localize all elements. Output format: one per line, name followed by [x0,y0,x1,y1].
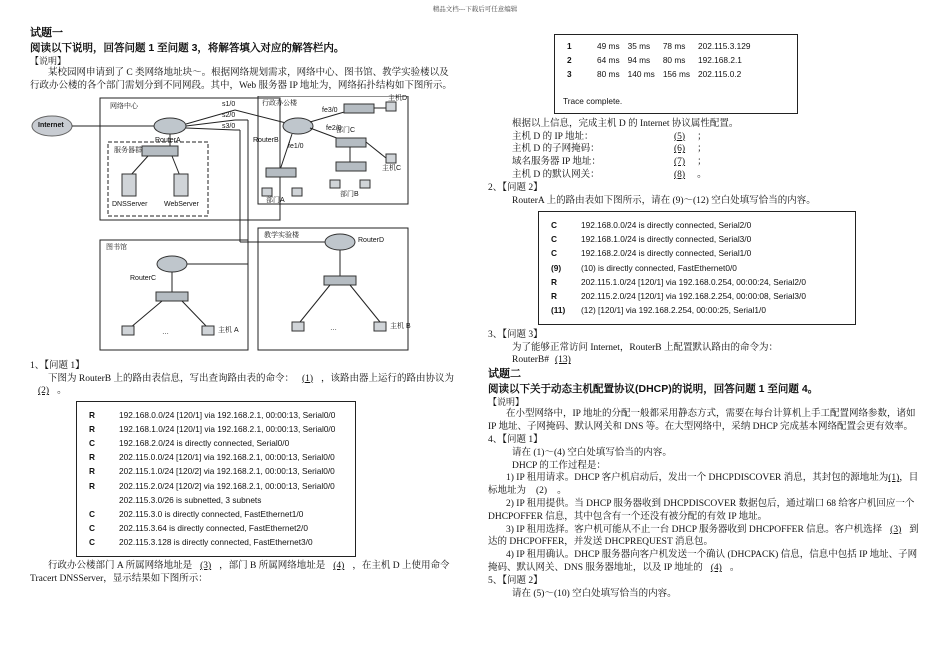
routera-row [547,218,810,232]
q3-label: 3、【问题 3】 [488,329,543,340]
routerb-row-cell: C [89,523,95,534]
tail-c: ，在主机 D 上使用命令 Tracert DNSServer，显示结果如下图所示： [30,561,450,584]
tracert-row-cell: 80 ms [662,54,686,65]
q2-text: RouterA 上的路由表如下图所示，请在 (9)～(12) 空白处填写恰当的内容。 [512,195,816,206]
tail-b: ，部门 B 所属网络地址是 [219,561,326,572]
step-1 [488,472,924,498]
library-dots: … [162,328,169,336]
tracert-row-cell: 2 [567,54,572,65]
blank-2: (2) [38,386,50,397]
routerb-row-cell: C [89,509,95,520]
routera-row-cell: (9) [551,262,562,273]
server-group-label: 服务器群 [114,146,142,154]
routerb-row [85,479,339,493]
hostd-config-end: ； [697,144,707,155]
tracert-row-cell: 1 [567,40,572,51]
blank-1: (1) [301,373,314,384]
routerb-row [85,437,339,451]
routera-row-cell: C [551,248,557,259]
topology-lines [30,96,458,358]
p2-label: 5、【问题 2】 [488,575,543,586]
net-center-label: 网络中心 [110,102,138,110]
routera-row-cell: (11) [551,305,566,316]
hostd-config-blank: (5) [674,131,686,142]
routera-row-cell: 192.168.2.0/24 is directly connected, Serial1/0 [581,248,752,259]
hostd-config-blank: (6) [674,144,686,155]
s1-label: s1/0 [222,100,236,108]
tracert-row-cell: 140 ms [627,68,655,79]
hostd-config-label: 域名服务器 IP 地址： [512,157,601,168]
routerb-row-cell: 202.115.3.128 is directly connected, FastEthernet3/0 [119,537,313,548]
routerb-row-cell: 192.168.0.0/24 [120/1] via 192.168.2.1, 00:00:13, Serial0/0 [119,409,336,420]
routerb-row-cell: 192.168.2.0/24 is directly connected, Serial0/0 [119,438,290,449]
routera-row-cell: 192.168.1.0/24 is directly connected, Serial3/0 [581,234,752,245]
tracert-box [554,34,798,114]
routerb-row-cell: 202.115.3.0 is directly connected, FastEthernet1/0 [119,509,304,520]
q1-desc-label: 【说明】 [30,56,67,67]
p1-label: 4、【问题 1】 [488,434,543,445]
s4b: 。 [729,563,740,574]
hostd-config-row [512,169,924,182]
dept-b-label: 部门B [340,190,359,198]
dhcp-blank-2: (2) [536,486,548,497]
proc-text: DHCP 的工作过程是： [512,460,606,471]
routerb-row [85,522,339,536]
routerb-row [85,536,339,550]
tracert-row [563,39,754,53]
dhcp-blank-4: (4) [710,563,722,574]
tracert-row-cell: 3 [567,68,572,79]
routera-table-box [538,211,856,324]
routera-row-cell: 202.115.1.0/24 [120/1] via 192.168.0.254, 00:00:24, Serial2/0 [581,276,806,287]
q1-problem-label: 1、【问题 1】 [30,360,85,371]
hostd-config-blank: (7) [674,157,686,168]
routerb-row-cell: C [89,438,95,449]
routera-row [547,261,810,275]
q3-text: 为了能够正常访问 Internet，RouterB 上配置默认路由的命令为： [512,342,778,353]
q2-section-title: 试题二 [488,368,521,381]
step-4 [488,549,924,575]
q1-text-a: 下图为 RouterB 上的路由表信息，写出查询路由表的命令： [48,373,294,384]
routerb-row [85,408,339,422]
routerb-row-cell: R [89,466,95,477]
tracert-row [563,67,754,81]
routerb-row-cell: 202.115.3.64 is directly connected, FastEthernet2/0 [119,523,308,534]
hostd-config-label: 主机 D 的子网掩码： [512,144,600,155]
routerb-table [85,408,339,550]
network-topology-diagram [30,96,458,358]
routerb-row-cell: 202.115.2.0/24 [120/2] via 192.168.2.1, 00:00:13, Serial0/0 [119,480,335,491]
dept-c-label: 部门C [336,126,356,134]
host-a-label: 主机 A [218,326,239,334]
fe20-label: fe2/0 [326,124,342,132]
dept-a-label: 部门A [266,196,285,204]
routerb-row [85,508,339,522]
s1a: 1) IP 租用请求。DHCP 客户机启动后，发出一个 DHCPDISCOVER 消息，其封包的源地址为 [506,473,889,484]
router-c-label: RouterC [130,274,157,282]
routerb-row-cell: R [89,409,95,420]
fe10-label: fe1/0 [288,142,304,150]
s3-label: s3/0 [222,122,236,130]
admin-building-label: 行政办公楼 [262,99,297,107]
s4a: 4) IP 租用确认。DHCP 服务器向客户机发送一个确认 (DHCPACK) 信息，信息中包括 IP 地址、子网掩码、默认网关、DNS 服务器地址，以及 IP 地址的 [488,550,918,574]
dns-server-label: DNSServer [112,200,148,208]
tail-a: 行政办公楼部门 A 所属网络地址是 [48,561,193,572]
host-d-label: 主机D [388,94,408,102]
routerb-row-cell: R [89,480,95,491]
routerb-row [85,451,339,465]
hostd-config [512,118,924,182]
tracert-row-cell: 64 ms [597,54,620,65]
right-column [488,34,924,601]
tracert-row-cell: 202.115.0.2 [698,68,742,79]
routerb-row-cell: 192.168.1.0/24 [120/1] via 192.168.2.1, 00:00:13, Serial0/0 [119,423,336,434]
hostd-config-end: 。 [697,170,707,180]
q1-desc: 某校园网申请到了 C 类网络地址块～。根据网络规划需求，网络中心、图书馆、教学实验楼以及行政办公楼的各个部门需划分到不同网段。其中，Web 服务器 IP 地址为，网络拓扑结构如下图所示。 [30,68,452,91]
routera-row-cell: C [551,234,557,245]
step-2: 2) IP 租用提供。当 DHCP 服务器收到 DHCPDISCOVER 数据包后，通过端口 68 给客户机回应一个 DHCPOFFER 信息，其中包含有一个还没有被分配的有效 IP 地址。 [488,499,915,522]
routerb-row-cell: 202.115.3.0/26 is subnetted, 3 subnets [119,494,262,505]
blank-4: (4) [333,561,345,572]
routera-row [547,275,810,289]
teaching-dots: … [330,324,337,332]
header-note: 精品文档---下载后可任意编辑 [432,6,518,13]
routerb-row-cell [85,493,115,507]
routera-row [547,304,810,318]
routera-row-cell: (12) [120/1] via 192.168.2.254, 00:00:25, Serial1/0 [581,305,766,316]
step-3 [488,524,924,550]
q2-desc: 在小型网络中，IP 地址的分配一般都采用静态方式，需要在每台计算机上手工配置网络参数，诸如 IP 地址、子网掩码、默认网关和 DNS 等。在大型网络中，采纳 DHCP 完成基本网络配置会更有效率。 [488,409,916,433]
tracert-row-cell: 192.168.2.1 [698,54,742,65]
routera-row-cell: 202.115.2.0/24 [120/1] via 192.168.2.254, 00:00:08, Serial3/0 [581,290,806,301]
s2-label: s2/0 [222,111,236,119]
routerb-row [85,465,339,479]
q1-text-c: 。 [57,386,67,397]
routera-row-cell: C [551,219,557,230]
tracert-row [563,53,754,67]
q2-desc-label: 【说明】 [488,397,525,408]
routerb-row-cell: 202.115.1.0/24 [120/2] via 192.168.2.1, 00:00:13, Serial0/0 [119,466,335,477]
routera-row-cell: R [551,290,557,301]
routerb-row-cell: C [89,537,95,548]
host-b-label: 主机 B [390,322,411,330]
routera-table [547,218,810,317]
router-b-label: RouterB [253,136,279,144]
trace-complete: Trace complete. [563,95,623,106]
routera-row-cell: R [551,276,557,287]
tracert-row-cell: 80 ms [597,68,620,79]
q3-cmd-prompt: RouterB# [512,355,549,366]
tracert-row-cell: 78 ms [662,40,686,51]
routerb-row [85,422,339,436]
routera-row-cell: 192.168.0.0/24 is directly connected, Serial2/0 [581,219,752,230]
tracert-row-cell: 156 ms [662,68,691,79]
q3-cmd [512,354,924,367]
tracert-table [563,39,754,82]
hostd-config-row [512,143,924,156]
hostd-config-end: ； [697,157,707,168]
p1-text: 请在 (1)～(4) 空白处填写恰当的内容。 [512,447,672,458]
hostd-config-label: 主机 D 的 IP 地址： [512,131,594,142]
q1-tail-text [30,560,458,586]
routera-row [547,289,810,303]
routerb-row-cell: 202.115.0.0/24 [120/1] via 192.168.2.1, 00:00:13, Serial0/0 [119,452,335,463]
hostd-config-blank: (8) [674,170,686,180]
hostd-rows [512,131,924,182]
s3a: 3) IP 租用选择。客户机可能从不止一台 DHCP 服务器收到 DHCPOFFER 信息。客户机选择 [506,524,883,535]
tracert-row-cell: 94 ms [627,54,651,65]
teaching-building-label: 教学实验楼 [264,231,299,239]
q2-label: 2、【问题 2】 [488,182,543,193]
web-server-label: WebServer [164,200,199,208]
blank-13: (13) [554,355,571,366]
routerb-row-cell: R [89,423,95,434]
dhcp-blank-1: (1) [888,473,900,484]
q1-problem-text [30,373,458,399]
p2-text: 请在 (5)～(10) 空白处填写恰当的内容。 [512,588,677,599]
hostd-intro: 根据以上信息，完成主机 D 的 Internet 协议属性配置。 [512,118,739,129]
routera-row [547,247,810,261]
tracert-row-cell: 49 ms [597,40,620,51]
router-a-label: RouterA [155,136,181,144]
s1b: ，目标地址为 [488,473,919,497]
routera-row-cell: (10) is directly connected, FastEthernet0/0 [581,262,737,273]
left-column [30,26,458,586]
routera-row [547,233,810,247]
routerb-table-box [76,401,356,557]
hostd-config-label: 主机 D 的默认网关： [512,170,600,180]
hostd-config-row [512,156,924,169]
s3b: 到达的 DHCPOFFER，并发送 DHCPREQUEST 消息包。 [488,524,919,548]
tracert-row-cell: 35 ms [627,40,651,51]
tracert-row-cell: 202.115.3.129 [698,40,751,51]
dhcp-blank-3: (3) [890,524,902,535]
hostd-config-end: ； [697,131,707,142]
router-d-label: RouterD [358,236,385,244]
fe30-label: fe3/0 [322,106,338,114]
routerb-row [85,493,339,507]
q1-title: 试题一 [30,27,63,39]
q1-text-b: ，该路由器上运行的路由协议为 [321,373,455,384]
library-label: 图书馆 [106,243,127,251]
q2-section-heading: 阅读以下关于动态主机配置协议(DHCP)的说明，回答问题 1 至问题 4。 [488,383,819,396]
routerb-row-cell: R [89,452,95,463]
q1-heading: 阅读以下说明，回答问题 1 至问题 3，将解答填入对应的解答栏内。 [30,41,345,54]
host-c-label: 主机C [382,164,402,172]
internet-label: Internet [38,121,64,129]
s1c: 。 [557,486,567,497]
blank-3: (3) [200,561,212,572]
hostd-config-row [512,131,924,144]
